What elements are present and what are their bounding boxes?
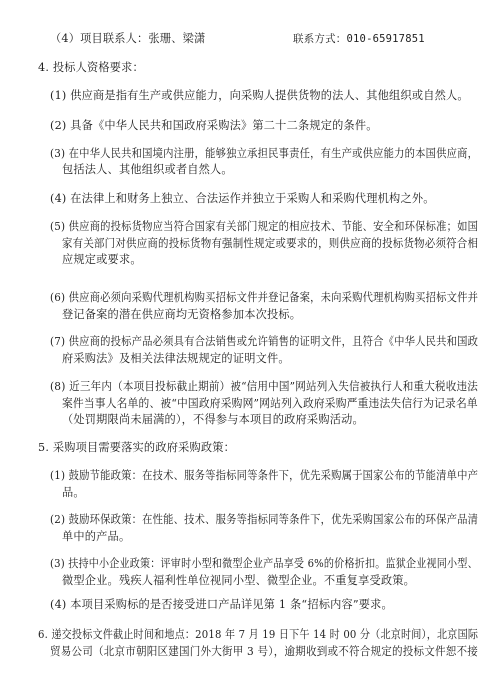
- section-4-heading: 4. 投标人资格要求：: [38, 61, 144, 74]
- section-5-heading: 5. 采购项目需要落实的政府采购政策：: [38, 441, 236, 454]
- item-4-7-line-1: (7) 供应商的投标产品必须具有合法销售或允许销售的证明文件，且符合《中华人民共和国政: [50, 335, 479, 348]
- item-4-8-line-1: (8) 近三年内（本项目投标截止期前）被“信用中国”网站列入失信被执行人和重大税收违法: [50, 380, 479, 393]
- item-5-4-line-1: (4) 本项目采购标的是否接受进口产品详见第 1 条“招标内容”要求。: [50, 598, 393, 611]
- item-4-3-line-1: (3) 在中华人民共和国境内注册，能够独立承担民事责任，有生产或供应能力的本国供应商，: [50, 147, 479, 160]
- contact-line: [50, 32, 425, 46]
- item-5-2-line-1: (2) 鼓励环保政策：在性能、技术、服务等指标同等条件下，优先采购国家公布的环保产品清: [50, 513, 479, 526]
- item-5-2-line-2: 单中的产品。: [62, 530, 131, 543]
- item-4-7-line-2: 府采购法》及相关法律法规规定的证明文件。: [62, 352, 290, 365]
- contact-person: （4）项目联系人：张珊、梁潇: [50, 32, 206, 45]
- item-5-1-line-2: 品。: [62, 486, 85, 499]
- item-4-8-line-2: 案件当事人名单的、被“中国政府采购网”网站列入政府采购严重违法失信行为记录名单: [62, 397, 478, 410]
- item-4-1-line-1: (1) 供应商是指有生产或供应能力，向采购人提供货物的法人、其他组织或自然人。: [50, 89, 469, 102]
- item-4-6-line-1: (6) 供应商必须向采购代理机构购买招标文件并登记备案，未向采购代理机构购买招标文件并: [50, 291, 479, 304]
- item-4-3-line-2: 包括法人、其他组织或者自然人。: [62, 163, 233, 176]
- section-6-line-1: 6. 递交投标文件截止时间和地点：2018 年 7 月 19 日下午 14 时 00 分（北京时间），北京国际: [38, 628, 479, 641]
- section-6-line-2: 贸易公司（北京市朝阳区建国门外大街甲 3 号），逾期收到或不符合规定的投标文件恕不接: [50, 645, 478, 658]
- item-4-4-line-1: (4) 在法律上和财务上独立、合法运作并独立于采购人和采购代理机构之外。: [50, 192, 435, 205]
- item-5-1-line-1: (1) 鼓励节能政策：在技术、服务等指标同等条件下，优先采购属于国家公布的节能清单中产: [50, 469, 479, 482]
- item-4-2-line-1: (2) 具备《中华人民共和国政府采购法》第二十二条规定的条件。: [50, 119, 378, 132]
- item-4-8-line-3: （处罚期限尚未届满的），不得参与本项目的政府采购活动。: [62, 413, 364, 426]
- item-4-5-line-1: (5) 供应商的投标货物应当符合国家有关部门规定的相应技术、节能、安全和环保标准；如国: [50, 220, 479, 233]
- contact-phone: 联系方式：010-65917851: [293, 33, 425, 45]
- item-4-5-line-3: 应规定或要求。: [62, 253, 142, 266]
- item-4-5-line-2: 家有关部门对供应商的投标货物有强制性规定或要求的，则供应商的投标货物必须符合相: [62, 237, 479, 250]
- item-5-3-line-1: (3) 扶持中小企业政策：评审时小型和微型企业产品享受 6%的价格折扣。监狱企业视同小型、: [50, 557, 478, 570]
- item-4-6-line-2: 登记备案的潜在供应商均无资格参加本次投标。: [62, 308, 302, 321]
- item-5-3-line-2: 微型企业。残疾人福利性单位视同小型、微型企业。不重复享受政策。: [62, 574, 416, 587]
